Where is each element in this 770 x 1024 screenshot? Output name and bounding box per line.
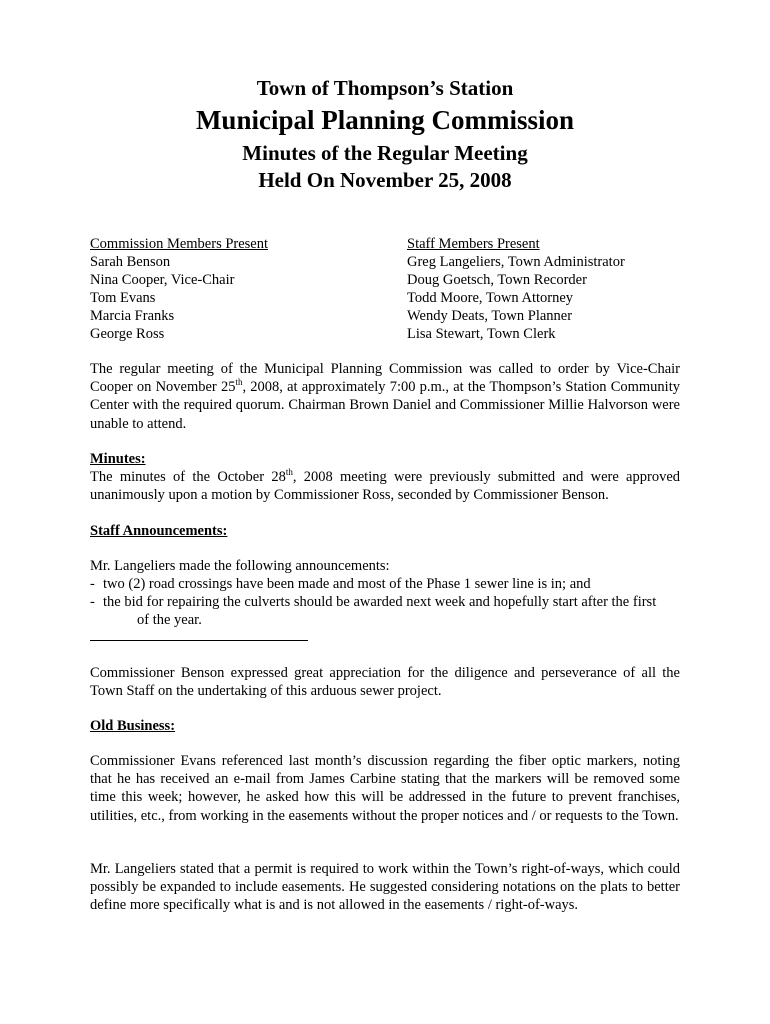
staff-member: Doug Goetsch, Town Recorder [407, 272, 587, 288]
appreciation-paragraph: Commissioner Benson expressed great appreciation for the diligence and perseverance of all the Town Staff on the undertaking of this arduous sewer project. [90, 665, 680, 700]
commission-member: Sarah Benson [90, 254, 171, 270]
town-title: Town of Thompson’s Station [256, 76, 514, 100]
announcement-item [90, 593, 680, 629]
staff-announcements-heading: Staff Announcements: [90, 523, 228, 539]
minutes-text-1: The minutes of the October 28 [90, 469, 286, 485]
minutes-paragraph [90, 468, 680, 504]
old-business-paragraph-2: Mr. Langeliers stated that a permit is required to work within the Town’s right-of-ways, which could possibly be expanded to include easements. He suggested considering notations on the plats to better define more specifically what is and is not allowed in the easements / right-of-ways. [90, 861, 680, 914]
opening-text-1: The regular meeting of the Municipal Planning Commission was called to order by Vice-Chair Cooper on November 25 [90, 361, 680, 396]
opening-paragraph [90, 360, 680, 433]
staff-member: Greg Langeliers, Town Administrator [407, 254, 625, 270]
separator-line [90, 640, 308, 641]
announcements-intro: Mr. Langeliers made the following announcements: [90, 558, 390, 574]
bullet-dash: - [90, 576, 95, 592]
staff-member: Todd Moore, Town Attorney [407, 290, 574, 306]
old-business-heading: Old Business: [90, 718, 176, 734]
minutes-superscript: th [285, 467, 293, 478]
commission-members-list [90, 235, 390, 343]
commission-member: Tom Evans [90, 290, 156, 306]
announcement-text: two (2) road crossings have been made and most of the Phase 1 sewer line is in; and [103, 576, 591, 592]
meeting-date-title: Held On November 25, 2008 [258, 168, 512, 192]
staff-members-heading: Staff Members Present [407, 236, 540, 252]
opening-superscript: th [235, 377, 243, 388]
bullet-dash: - [90, 594, 95, 610]
announcement-text-continued: of the year. [137, 612, 202, 629]
commission-title: Municipal Planning Commission [195, 105, 575, 135]
announcement-item [90, 575, 680, 593]
old-business-paragraph-1: Commissioner Evans referenced last month’s discussion regarding the fiber optic markers, noting that he has received an e-mail from James Carbine stating that the markers will be removed some time this week; however, he asked how this will be addressed in the future to prevent franchises, utilities, etc., from working in the easements without the proper notices and / or requests to the Town. [90, 753, 680, 824]
minutes-heading: Minutes: [90, 451, 146, 467]
minutes-title: Minutes of the Regular Meeting [242, 141, 528, 165]
minutes-text-2: , 2008 meeting were previously submitted and were approved unanimously upon a motion by Commissioner Ross, seconded by Commissioner Benson. [90, 469, 681, 504]
opening-text-2: , 2008, at approximately 7:00 p.m., at the Thompson’s Station Community Center with the required quorum. Chairman Brown Daniel and Commissioner Millie Halvorson were unable to attend. [90, 379, 680, 432]
commission-members-heading: Commission Members Present [90, 236, 269, 252]
announcement-text: the bid for repairing the culverts should be awarded next week and hopefully start after the first [103, 594, 657, 610]
commission-member: Nina Cooper, Vice-Chair [90, 272, 235, 288]
commission-member: George Ross [90, 326, 165, 342]
staff-members-list [407, 235, 707, 343]
staff-member: Wendy Deats, Town Planner [407, 308, 573, 324]
staff-member: Lisa Stewart, Town Clerk [407, 326, 556, 342]
commission-member: Marcia Franks [90, 308, 175, 324]
